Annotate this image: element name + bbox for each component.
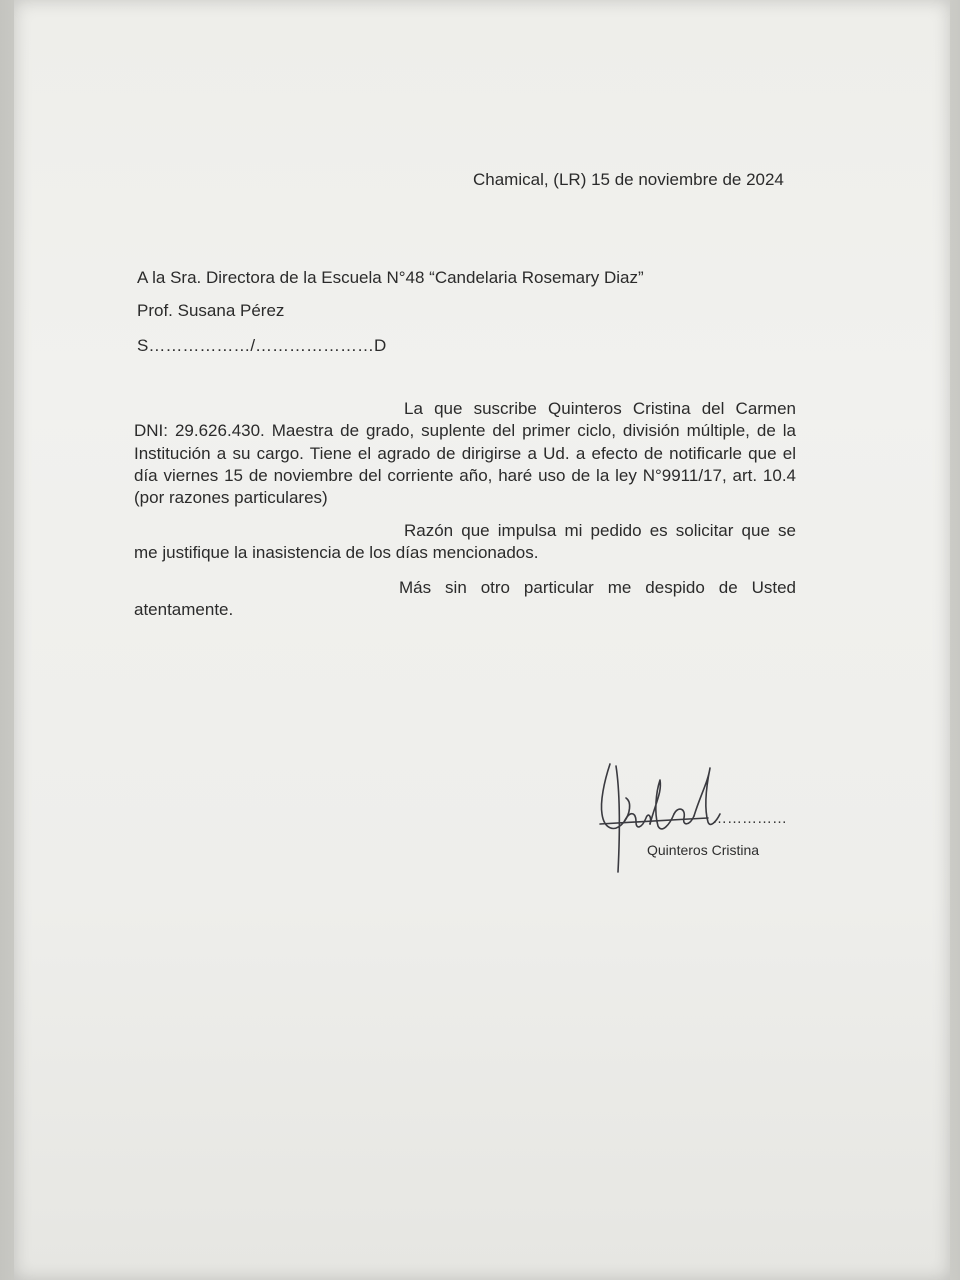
recipient-line: A la Sra. Directora de la Escuela N°48 “Candelaria Rosemary Diaz” [137,268,644,287]
body-paragraph-2: Razón que impulsa mi pedido es solicitar que se me justifique la inasistencia de los días mencionados. [134,521,796,563]
handwritten-signature [590,752,730,877]
signer-name: Quinteros Cristina [647,842,760,858]
date-line: Chamical, (LR) 15 de noviembre de 2024 [473,170,784,189]
signature-line: …………… [712,810,787,827]
letter-page [14,0,950,1280]
body-paragraph-1: La que suscribe Quinteros Cristina del Carmen DNI: 29.626.430. Maestra de grado, suplente del primer ciclo, división múltiple, de la Institución a su cargo. Tiene el agrado de dirigirse a Ud. a efecto de notificarle que el día viernes 15 de noviembre del corriente año, haré uso de la ley N°9911/17, art. 10.4 (por razones particulares) [134,399,796,508]
recipient-name: Prof. Susana Pérez [137,301,285,320]
closing-paragraph: Más sin otro particular me despido de Usted atentamente. [134,578,796,620]
salutation-line: S………………/…………………D [137,336,387,355]
